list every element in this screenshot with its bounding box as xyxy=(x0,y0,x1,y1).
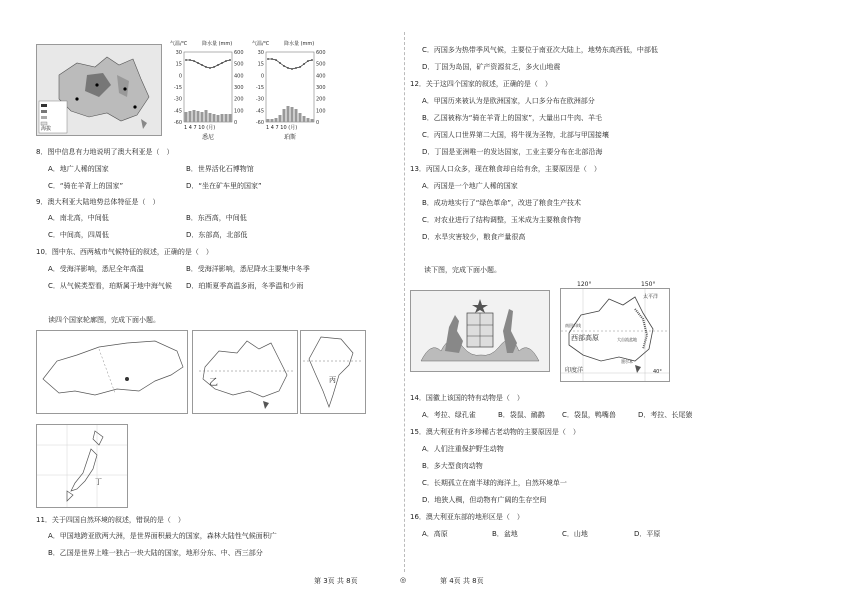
question-9-option-a[interactable]: A．南北高，中间低 xyxy=(48,214,109,222)
temp-line xyxy=(268,59,312,69)
lon-label-150: 150° xyxy=(641,281,656,288)
temp-tick-label: -45 xyxy=(255,108,264,115)
city-name-sydney: 悉尼 xyxy=(202,134,215,141)
rain-bar xyxy=(193,110,196,122)
question-15-option-c[interactable]: C．长期孤立在南半球的海洋上，自然环境单一 xyxy=(422,479,567,487)
question-14-option-a[interactable]: A．考拉、绿孔雀 xyxy=(422,411,476,419)
question-16-stem: 16．澳大利亚东部的地形区是（ ） xyxy=(410,513,524,521)
country-outline-ding xyxy=(36,424,128,508)
rain-bar xyxy=(225,114,228,122)
question-11-option-c[interactable]: C．丙国多为热带季风气候，主要位于南亚次大陆上，地势东高西低，中部低 xyxy=(422,46,658,54)
rain-bar xyxy=(307,118,310,122)
question-8-option-c[interactable]: C．“骑在羊背上的国家” xyxy=(48,182,124,190)
rain-bar xyxy=(279,115,282,122)
temp-tick-label: 0 xyxy=(260,73,264,80)
question-16-option-b[interactable]: B．盆地 xyxy=(492,530,518,538)
question-13-stem: 13．丙国人口众多，现在粮食却自给有余，主要原因是（ ） xyxy=(410,165,601,173)
question-15-option-d[interactable]: D．地狭人稠，但动物有广阔的生存空间 xyxy=(422,496,547,504)
rain-tick-label: 400 xyxy=(234,73,244,80)
rain-bar xyxy=(271,119,274,122)
rain-bar xyxy=(217,115,220,122)
question-14-option-d[interactable]: D．考拉、长尾猿 xyxy=(638,411,693,419)
question-10-option-b[interactable]: B．受海洋影响，悉尼降水主要集中冬季 xyxy=(186,265,310,273)
country-outline-jia xyxy=(36,330,188,414)
basin-label: 大自流盆地 xyxy=(617,337,637,342)
question-14-option-b[interactable]: B．袋鼠、鸸鹋 xyxy=(498,411,545,419)
question-16-option-c[interactable]: C．山地 xyxy=(562,530,588,538)
temp-tick-label: 30 xyxy=(175,50,182,56)
question-14-option-c[interactable]: C．袋鼠，鸭嘴兽 xyxy=(562,411,616,419)
coat-of-arms-image xyxy=(410,290,550,372)
temp-tick-label: 0 xyxy=(178,73,182,80)
temp-point xyxy=(185,59,187,61)
temp-point xyxy=(217,64,219,66)
temp-point xyxy=(279,62,281,64)
question-15-option-a[interactable]: A．人们注重保护野生动物 xyxy=(422,445,504,453)
rain-tick-label: 300 xyxy=(234,85,244,91)
temp-tick-label: 15 xyxy=(257,61,264,68)
column-divider xyxy=(404,32,405,572)
question-10-stem: 10．图中东、西两城市气候特征的叙述，正确的是（ ） xyxy=(36,248,213,256)
question-16-option-d[interactable]: D．平原 xyxy=(634,530,661,538)
temp-point xyxy=(311,59,313,61)
question-11-stem: 11．关于四国自然环境的叙述，错误的是（ ） xyxy=(36,516,185,524)
question-10-option-c[interactable]: C．从气候类型看，珀斯属于地中海气候 xyxy=(48,282,172,290)
rain-bar xyxy=(303,116,306,122)
temp-line xyxy=(186,60,230,68)
question-8-option-b[interactable]: B．世界活化石博物馆 xyxy=(186,165,254,173)
question-13-option-b[interactable]: B．成功地实行了“绿色革命”，改进了粮食生产技术 xyxy=(422,199,582,207)
temp-unit-label: 气温/℃ xyxy=(252,41,270,47)
month-axis: 1 4 7 10 (月) xyxy=(184,125,216,131)
rain-bar xyxy=(221,114,224,122)
question-14-stem: 14．国徽上该国的特有动物是（ ） xyxy=(410,394,524,402)
australia-map-figure xyxy=(36,44,162,136)
rain-bar xyxy=(275,118,278,122)
temp-point xyxy=(291,68,293,70)
rain-tick-label: 300 xyxy=(316,85,326,91)
temp-point xyxy=(221,62,223,64)
question-12-option-c[interactable]: C．丙国人口世界第二大国，将牛视为圣物，北部与甲国接壤 xyxy=(422,131,609,139)
temp-tick-label: -60 xyxy=(255,120,264,126)
temp-point xyxy=(209,67,211,69)
rain-tick-label: 500 xyxy=(316,61,326,68)
country-label-bing: 丙 xyxy=(329,376,336,384)
temp-point xyxy=(287,67,289,69)
page-number-left: 第 3页 共 8页 xyxy=(314,577,358,585)
temp-tick-label: -15 xyxy=(255,85,264,91)
rain-tick-label: 200 xyxy=(316,96,326,103)
pacific-label: 太平洋 xyxy=(643,294,659,300)
rain-tick-label: 600 xyxy=(316,50,326,56)
temp-tick-label: -60 xyxy=(173,120,182,126)
australia-resource-map xyxy=(37,45,161,135)
question-12-option-d[interactable]: D．丁国是亚洲唯一的发达国家，工业主要分布在北部沿海 xyxy=(422,148,603,156)
page-number-right: 第 4页 共 8页 xyxy=(440,577,484,585)
rain-bar xyxy=(267,119,270,122)
question-12-option-a[interactable]: A．甲国历来被认为是欧洲国家，人口多分布在欧洲部分 xyxy=(422,97,595,105)
temp-point xyxy=(189,59,191,61)
temp-tick-label: -45 xyxy=(173,108,182,115)
rain-tick-label: 400 xyxy=(316,73,326,80)
rain-tick-label: 500 xyxy=(234,61,244,68)
russia-outline xyxy=(37,331,187,413)
rain-bar xyxy=(229,114,232,122)
rain-unit-label: 降水量 (mm) xyxy=(284,41,315,47)
question-9-stem: 9．澳大利亚大陆地势总体特征是（ ） xyxy=(36,198,160,206)
rain-bar xyxy=(205,110,208,122)
india-outline xyxy=(301,331,365,413)
temp-tick-label: 30 xyxy=(257,50,264,56)
month-axis: 1 4 7 10 (月) xyxy=(266,125,298,131)
temp-point xyxy=(213,66,215,68)
climate-chart-sydney xyxy=(170,40,248,140)
temp-point xyxy=(205,66,207,68)
tropic-label: 南回归线 xyxy=(565,323,581,328)
country-label-ding: 丁 xyxy=(95,478,102,486)
temp-tick-label: -15 xyxy=(173,85,182,91)
rain-bar xyxy=(311,119,314,122)
question-8-option-d[interactable]: D．“坐在矿车里的国家” xyxy=(186,182,262,190)
rain-bar xyxy=(295,109,298,122)
question-13-option-c[interactable]: C．对农业进行了结构调整，玉米成为主要粮食作物 xyxy=(422,216,581,224)
rain-bar xyxy=(185,112,188,122)
city-label-melbourne: 墨尔本 xyxy=(621,359,633,364)
temp-point xyxy=(197,62,199,64)
country-outline-bing xyxy=(300,330,366,414)
australia-terrain-map xyxy=(560,281,670,382)
temp-point xyxy=(225,60,227,62)
indian-ocean-label: 印度洋 xyxy=(565,367,584,374)
question-10-option-a[interactable]: A．受海洋影响，悉尼全年高温 xyxy=(48,265,144,273)
question-9-option-b[interactable]: B．东西高，中间低 xyxy=(186,214,247,222)
rain-tick-label: 100 xyxy=(234,108,244,115)
rain-tick-label: 0 xyxy=(316,120,320,126)
plateau-label: 西部高原 xyxy=(571,334,599,342)
temp-tick-label: 15 xyxy=(175,61,182,68)
rain-tick-label: 200 xyxy=(234,96,244,103)
question-15-stem: 15．澳大利亚有许多珍稀古老动物的主要原因是（ ） xyxy=(410,428,580,436)
question-11-option-b[interactable]: B．乙国是世界上唯一独占一块大陆的国家，地形分东、中、西三部分 xyxy=(48,549,263,557)
rain-bar xyxy=(197,111,200,122)
binding-circle-icon: ◎ xyxy=(400,576,407,584)
question-13-option-a[interactable]: A．丙国是一个地广人稀的国家 xyxy=(422,182,518,190)
temp-point xyxy=(267,58,269,60)
rain-bar xyxy=(287,106,290,122)
question-13-option-d[interactable]: D．水旱灾害较少，粮食产量很高 xyxy=(422,233,526,241)
australia-outline xyxy=(193,331,297,413)
temp-tick-label: -30 xyxy=(255,96,264,103)
country-outline-yi xyxy=(192,330,298,414)
map-sea-label: 海拔 xyxy=(41,126,52,132)
question-12-stem: 12．关于这四个国家的叙述，正确的是（ ） xyxy=(410,80,552,88)
temp-point xyxy=(229,59,231,61)
plot-frame xyxy=(266,52,314,122)
question-16-option-a[interactable]: A．高原 xyxy=(422,530,448,538)
temp-tick-label: -30 xyxy=(173,96,182,103)
temp-point xyxy=(271,58,273,60)
rain-unit-label: 降水量 (mm) xyxy=(202,41,233,47)
question-8-option-a[interactable]: A．地广人稀的国家 xyxy=(48,165,109,173)
rain-bar xyxy=(291,107,294,122)
climate-chart-perth xyxy=(252,40,330,140)
rain-bar xyxy=(299,113,302,122)
rain-tick-label: 0 xyxy=(234,120,238,126)
city-name-perth: 珀斯 xyxy=(284,134,297,141)
temp-point xyxy=(283,65,285,67)
rain-bar xyxy=(209,113,212,122)
country-label-yi: 乙 xyxy=(209,378,219,388)
temp-point xyxy=(201,64,203,66)
temp-unit-label: 气温/℃ xyxy=(170,41,188,47)
rain-bar xyxy=(201,112,204,122)
question-10-option-d[interactable]: D．珀斯夏季高温多雨，冬季温和少雨 xyxy=(186,282,304,290)
temp-point xyxy=(295,67,297,69)
lon-label-120: 120° xyxy=(577,281,592,288)
japan-outline xyxy=(37,425,127,507)
question-8-stem: 8．图中信息有力地说明了澳大利亚是（ ） xyxy=(36,148,174,156)
question-9-option-c[interactable]: C．中间高，四周低 xyxy=(48,231,109,239)
reading-instruction-left: 读四个国家轮廓图，完成下面小题。 xyxy=(48,316,160,324)
question-9-option-d[interactable]: D．东部高，北部低 xyxy=(186,231,248,239)
temp-point xyxy=(299,66,301,68)
rain-tick-label: 600 xyxy=(234,50,244,56)
question-15-option-b[interactable]: B．多大型食肉动物 xyxy=(422,462,483,470)
temp-point xyxy=(307,60,309,62)
rain-tick-label: 100 xyxy=(316,108,326,115)
question-11-option-d[interactable]: D．丁国为岛国，矿产资源贫乏，多火山地震 xyxy=(422,63,561,71)
question-11-option-a[interactable]: A．甲国地跨亚欧两大洲，是世界面积最大的国家，森林大陆性气候面积广 xyxy=(48,532,277,540)
temp-point xyxy=(303,63,305,65)
climate-plot-b xyxy=(252,48,330,130)
question-12-option-b[interactable]: B．乙国被称为“骑在羊背上的国家”，大量出口牛肉、羊毛 xyxy=(422,114,603,122)
lat-label-40: 40° xyxy=(653,369,662,375)
reading-instruction-right: 读下图，完成下面小题。 xyxy=(424,266,501,274)
coat-of-arms-drawing xyxy=(411,291,549,371)
rain-bar xyxy=(189,111,192,122)
temp-point xyxy=(275,59,277,61)
rain-bar xyxy=(283,109,286,122)
temp-point xyxy=(193,60,195,62)
climate-plot-a xyxy=(170,48,248,130)
rain-bar xyxy=(213,114,216,122)
